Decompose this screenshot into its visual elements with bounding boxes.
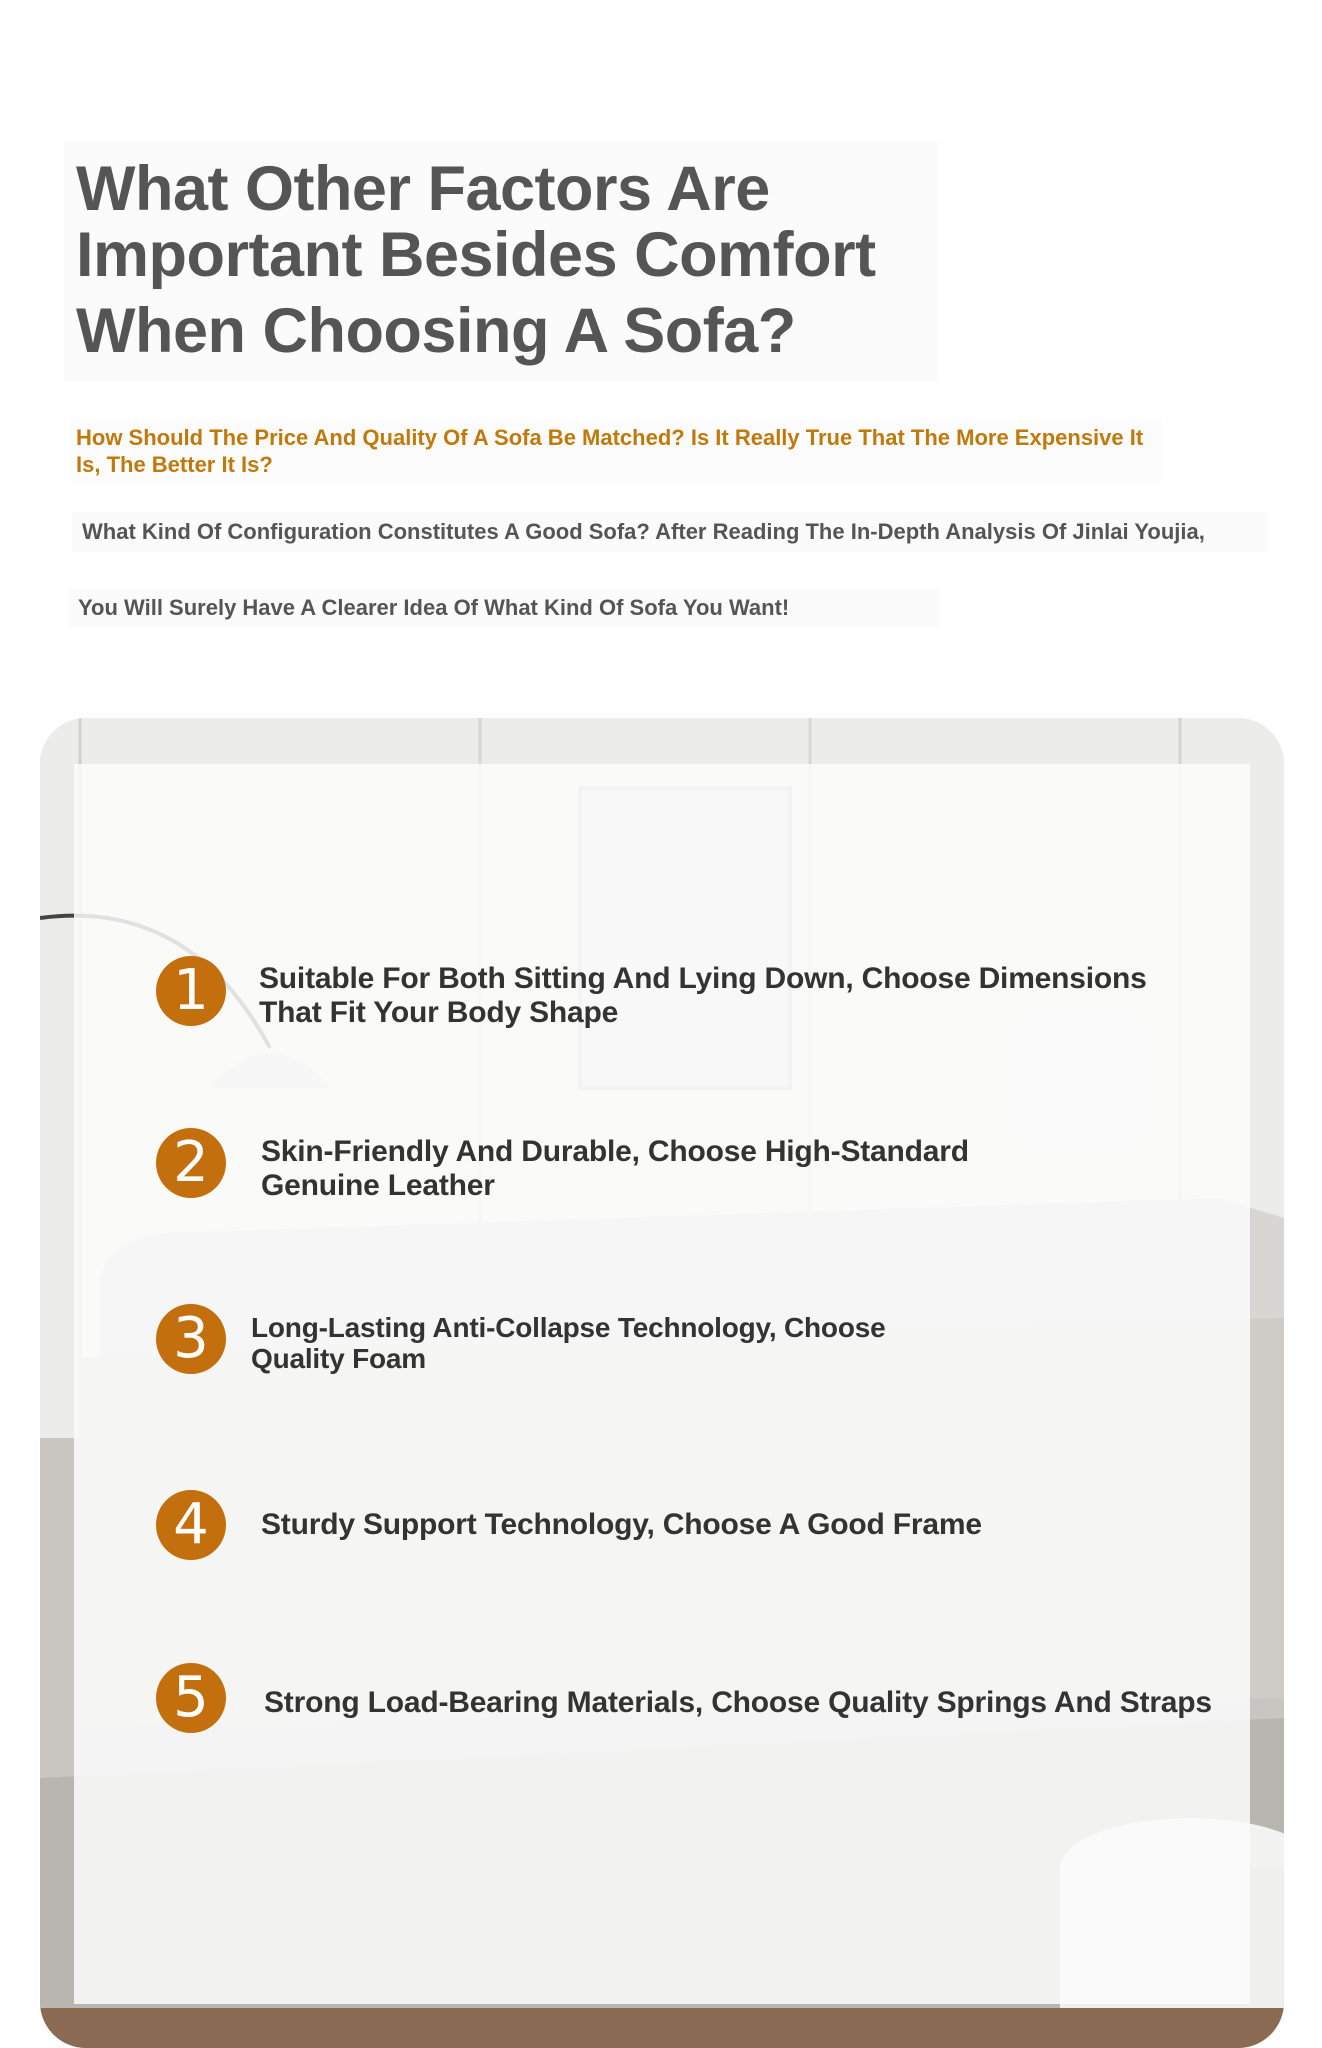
factors-panel: [74, 764, 1250, 2004]
factor-text: Long-Lasting Anti-Collapse Technology, Choose Quality Foam: [251, 1312, 886, 1374]
page-title: [64, 140, 938, 382]
page-title-line-3: When Choosing A Sofa?: [76, 296, 796, 366]
living-room-photo: [40, 718, 1284, 2048]
factor-number-badge: 1: [156, 956, 226, 1026]
factor-text: Suitable For Both Sitting And Lying Down, Choose Dimensions That Fit Your Body Shape: [259, 962, 1147, 1029]
factor-number-badge: 5: [156, 1663, 226, 1733]
page-title-line-2: Important Besides Comfort: [76, 220, 876, 290]
subtitle: How Should The Price And Quality Of A Sofa Be Matched? Is It Really True That The More Expensive It Is, The Better It Is?: [70, 418, 1162, 484]
factor-number-badge: 4: [156, 1490, 226, 1560]
factor-number-badge: 2: [156, 1128, 226, 1198]
factor-text: Skin-Friendly And Durable, Choose High-Standard Genuine Leather: [261, 1135, 969, 1202]
factor-number-badge: 3: [156, 1304, 226, 1374]
intro-line-1: What Kind Of Configuration Constitutes A Good Sofa? After Reading The In-Depth Analysis Of Jinlai Youjia,: [72, 512, 1268, 552]
page-title-line-1: What Other Factors Are: [76, 154, 770, 224]
intro-line-2: You Will Surely Have A Clearer Idea Of What Kind Of Sofa You Want!: [68, 588, 940, 628]
factor-text: Sturdy Support Technology, Choose A Good Frame: [261, 1508, 982, 1541]
factor-text: Strong Load-Bearing Materials, Choose Quality Springs And Straps: [264, 1686, 1212, 1719]
